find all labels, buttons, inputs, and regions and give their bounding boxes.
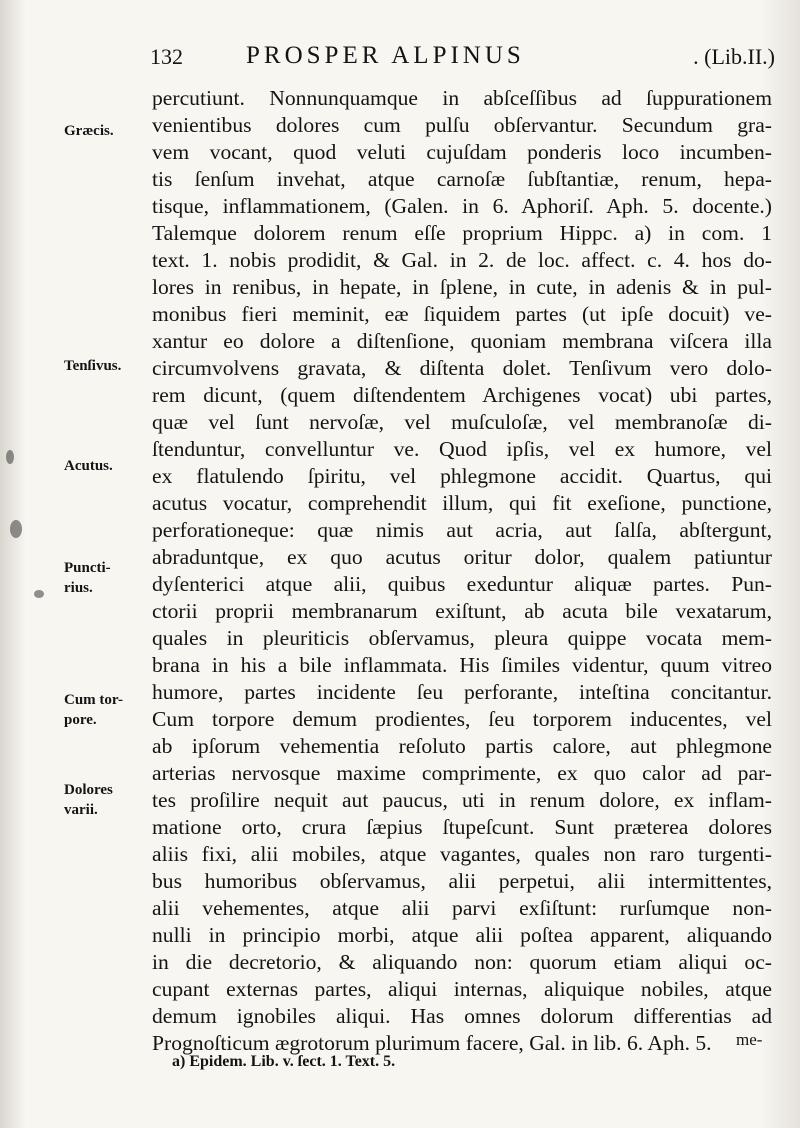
text-line: ab ipſorum vehementia reſoluto partis calore, aut phlegmone [152, 734, 772, 758]
text-line: circumvolvens gravata, & diſtenta dolet. Tenſivum vero dolo- [152, 356, 772, 380]
text-line: bus humoribus obſervamus, alii perpetui, alii intermittentes, [152, 869, 772, 893]
ink-smudge [34, 590, 44, 598]
text-line: Talemque dolorem renum eſſe proprium Hippc. a) in com. 1 [152, 221, 772, 245]
catchword: me- [736, 1030, 763, 1049]
text-line: text. 1. nobis prodidit, & Gal. in 2. de loc. affect. c. 4. hos do- [152, 248, 772, 272]
ink-smudge [6, 450, 14, 464]
text-line: demum ignobiles aliqui. Has omnes dolorum differentias ad [152, 1004, 772, 1028]
margin-note: Puncti- rius. [64, 560, 111, 596]
text-line: venientibus dolores cum pulſu obſervantur. Secundum gra- [152, 113, 772, 137]
margin-note: Acutus. [64, 458, 113, 474]
margin-note: Græcis. [64, 123, 114, 139]
text-line: tisque, inflammationem, (Galen. in 6. Aphoriſ. Aph. 5. docente.) [152, 194, 772, 218]
text-line: monibus fieri meminit, eæ ſiquidem partes (ut ipſe docuit) ve- [152, 302, 772, 326]
text-line: vem vocant, quod veluti cujuſdam ponderis loco incumben- [152, 140, 772, 164]
text-line: matione orto, crura ſæpius ſtupeſcunt. Sunt præterea dolores [152, 815, 772, 839]
footnote: a) Epidem. Lib. v. ſect. 1. Text. 5. [172, 1053, 396, 1070]
text-line: ſtenduntur, convelluntur ve. Quod ipſis, vel ex humore, vel [152, 437, 772, 461]
margin-note: Tenſivus. [64, 358, 122, 374]
ink-smudge [10, 520, 22, 538]
text-line: alii vehementes, atque alii parvi exſiſtunt: rurſumque non- [152, 896, 772, 920]
text-line: ex flatulendo ſpiritu, vel phlegmone accidit. Quartus, qui [152, 464, 772, 488]
text-line: cupant externas partes, aliqui internas, aliquique nobiles, atque [152, 977, 772, 1001]
text-line: brana in his a bile inflammata. His ſimiles videntur, quum vitreo [152, 653, 772, 677]
text-line: quæ vel ſunt nervoſæ, vel muſculoſæ, vel membranoſæ di- [152, 410, 772, 434]
main-text-block [152, 85, 772, 1057]
text-line: perforationeque: quæ nimis aut acria, aut ſalſa, abſtergunt, [152, 518, 772, 542]
text-line: percutiunt. Nonnunquamque in abſceſſibus ad ſuppurationem [152, 86, 772, 110]
book-number: . (Lib.II.) [693, 44, 775, 69]
text-line: nulli in principio morbi, atque alii poſtea apparent, aliquando [152, 923, 772, 947]
text-line: rem dicunt, (quem diſtendentem Archigenes vocat) ubi partes, [152, 383, 772, 407]
text-line: Prognoſticum ægrotorum plurimum facere, Gal. in lib. 6. Aph. 5. [152, 1031, 712, 1055]
text-line: tis ſenſum invehat, atque carnoſæ ſubſtantiæ, renum, hepa- [152, 167, 772, 191]
text-line: Cum torpore demum prodientes, ſeu torporem inducentes, vel [152, 707, 772, 731]
text-line: ctorii proprii membranarum exiſtunt, ab acuta bile vexatarum, [152, 599, 772, 623]
text-line: arterias nervosque maxime comprimente, ex quo calor ad par- [152, 761, 772, 785]
running-title: PROSPER ALPINUS [246, 42, 525, 69]
text-line: aliis fixi, alii mobiles, atque vagantes, quales non raro turgenti- [152, 842, 772, 866]
text-line: acutus vocatur, comprehendit illum, qui fit exeſione, punctione, [152, 491, 772, 515]
text-line: in die decretorio, & aliquando non: quorum etiam aliqui oc- [152, 950, 772, 974]
text-line: xantur eo dolore a diſtenſione, quoniam membrana viſcera illa [152, 329, 772, 353]
page-header [150, 40, 775, 76]
margin-note: Dolores varii. [64, 782, 113, 818]
text-line: abraduntque, ex quo acutus oritur dolor, qualem patiuntur [152, 545, 772, 569]
text-line: tes proſilire nequit aut paucus, uti in renum dolore, ex inflam- [152, 788, 772, 812]
text-line: lores in renibus, in hepate, in ſplene, in cute, in adenis & in pul- [152, 275, 772, 299]
page-number: 132 [150, 44, 183, 69]
text-line: quales in pleuriticis obſervamus, pleura quippe vocata mem- [152, 626, 772, 650]
text-line: humore, partes incidente ſeu perforante, inteſtina concitantur. [152, 680, 772, 704]
text-line: dyſenterici atque alii, quibus exeduntur aliquæ partes. Pun- [152, 572, 772, 596]
margin-note: Cum tor- pore. [64, 692, 124, 728]
page-gutter-shadow [0, 0, 26, 1128]
